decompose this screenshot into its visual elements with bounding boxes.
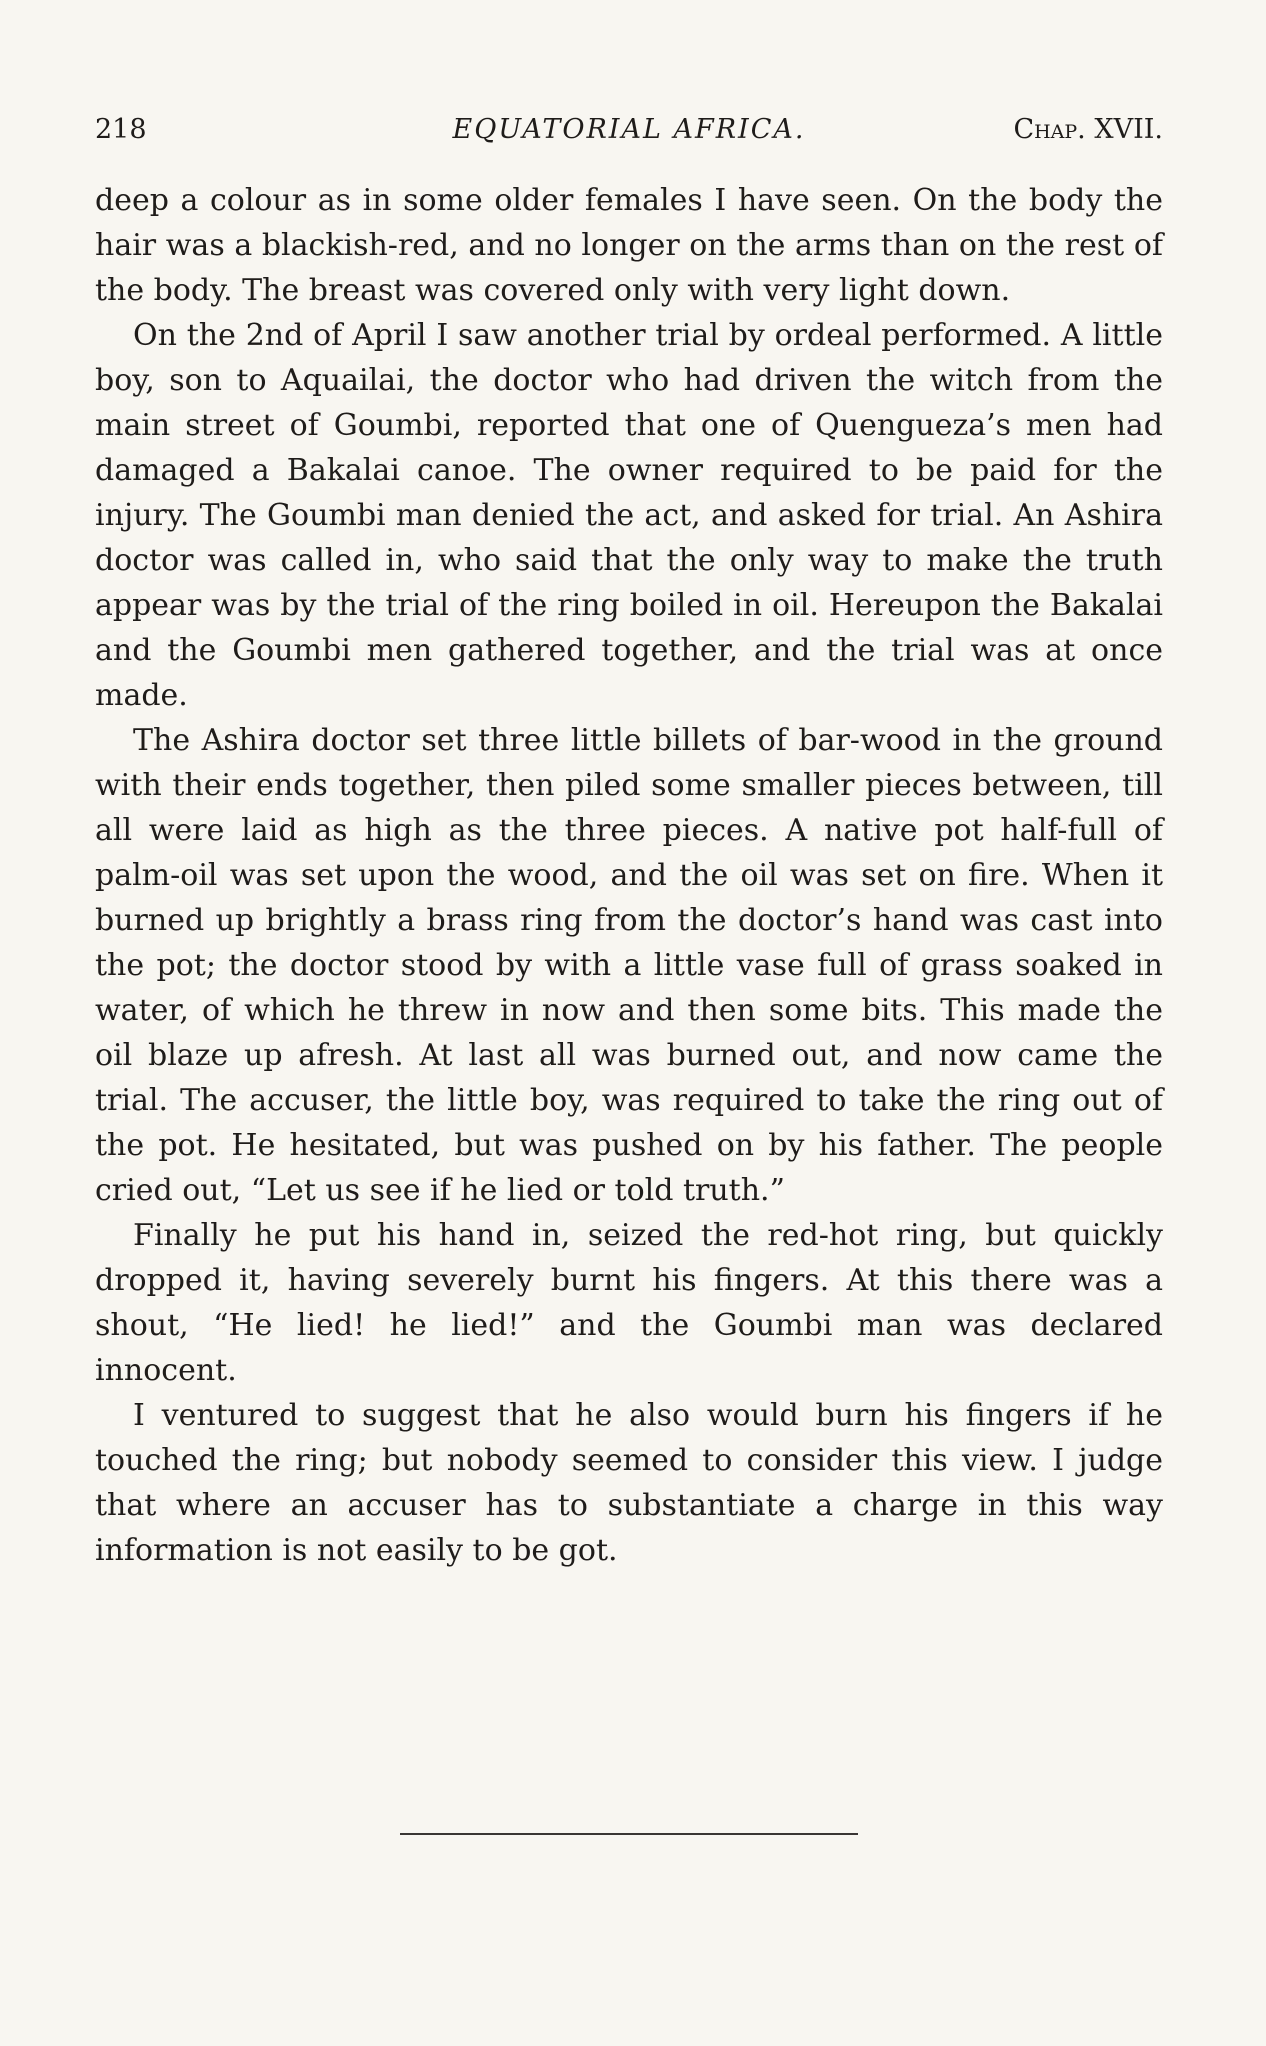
body-text bbox=[95, 178, 1163, 1573]
page-number: 218 bbox=[95, 114, 147, 145]
end-of-chapter-rule bbox=[400, 1833, 858, 1835]
paragraph-author-remark: I ventured to suggest that he also would burn his fingers if he touched the ring; but nobody seemed to consider this view. I judge that where an accuser has to substantiate a charge in this way information is not easily to be got. bbox=[95, 1398, 1163, 1568]
paragraph-ring-in-oil: The Ashira doctor set three little billets of bar-wood in the ground with their ends together, then piled some smaller pieces between, till all were laid as high as the three pieces. A native pot half-full of palm-oil was set upon the wood, and the oil was set on fire. When it burned up brightly a brass ring from the doctor’s hand was cast into the pot; the doctor stood by with a little vase full of grass soaked in water, of which he threw in now and then some bits. This made the oil blaze up afresh. At last all was burned out, and now came the trial. The accuser, the little boy, was required to take the ring out of the pot. He hesitated, but was pushed on by his father. The people cried out, “Let us see if he lied or told truth.” bbox=[95, 723, 1163, 1208]
paragraph-ordeal-trial: On the 2nd of April I saw another trial by ordeal performed. A little boy, son to Aquailai, the doctor who had driven the witch from the main street of Goumbi, reported that one of Quengueza’s men had damaged a Bakalai canoe. The owner required to be paid for the injury. The Goumbi man denied the act, and asked for trial. An Ashira doctor was called in, who said that the only way to make the truth appear was by the trial of the ring boiled in oil. Hereupon the Bakalai and the Goumbi men gathered together, and the trial was at once made. bbox=[95, 318, 1163, 713]
paragraph-verdict: Finally he put his hand in, seized the red-hot ring, but quickly dropped it, having severely burnt his fingers. At this there was a shout, “He lied! he lied!” and the Goumbi man was declared innocent. bbox=[95, 1218, 1163, 1388]
chapter-label: Chap. XVII. bbox=[1013, 114, 1163, 145]
running-head bbox=[95, 110, 1163, 150]
book-page bbox=[95, 110, 1163, 1573]
book-title: EQUATORIAL AFRICA. bbox=[452, 114, 806, 145]
paragraph-continued: deep a colour as in some older females I have seen. On the body the hair was a blackish-red, and no longer on the arms than on the rest of the body. The breast was covered only with very light down. bbox=[95, 183, 1163, 308]
